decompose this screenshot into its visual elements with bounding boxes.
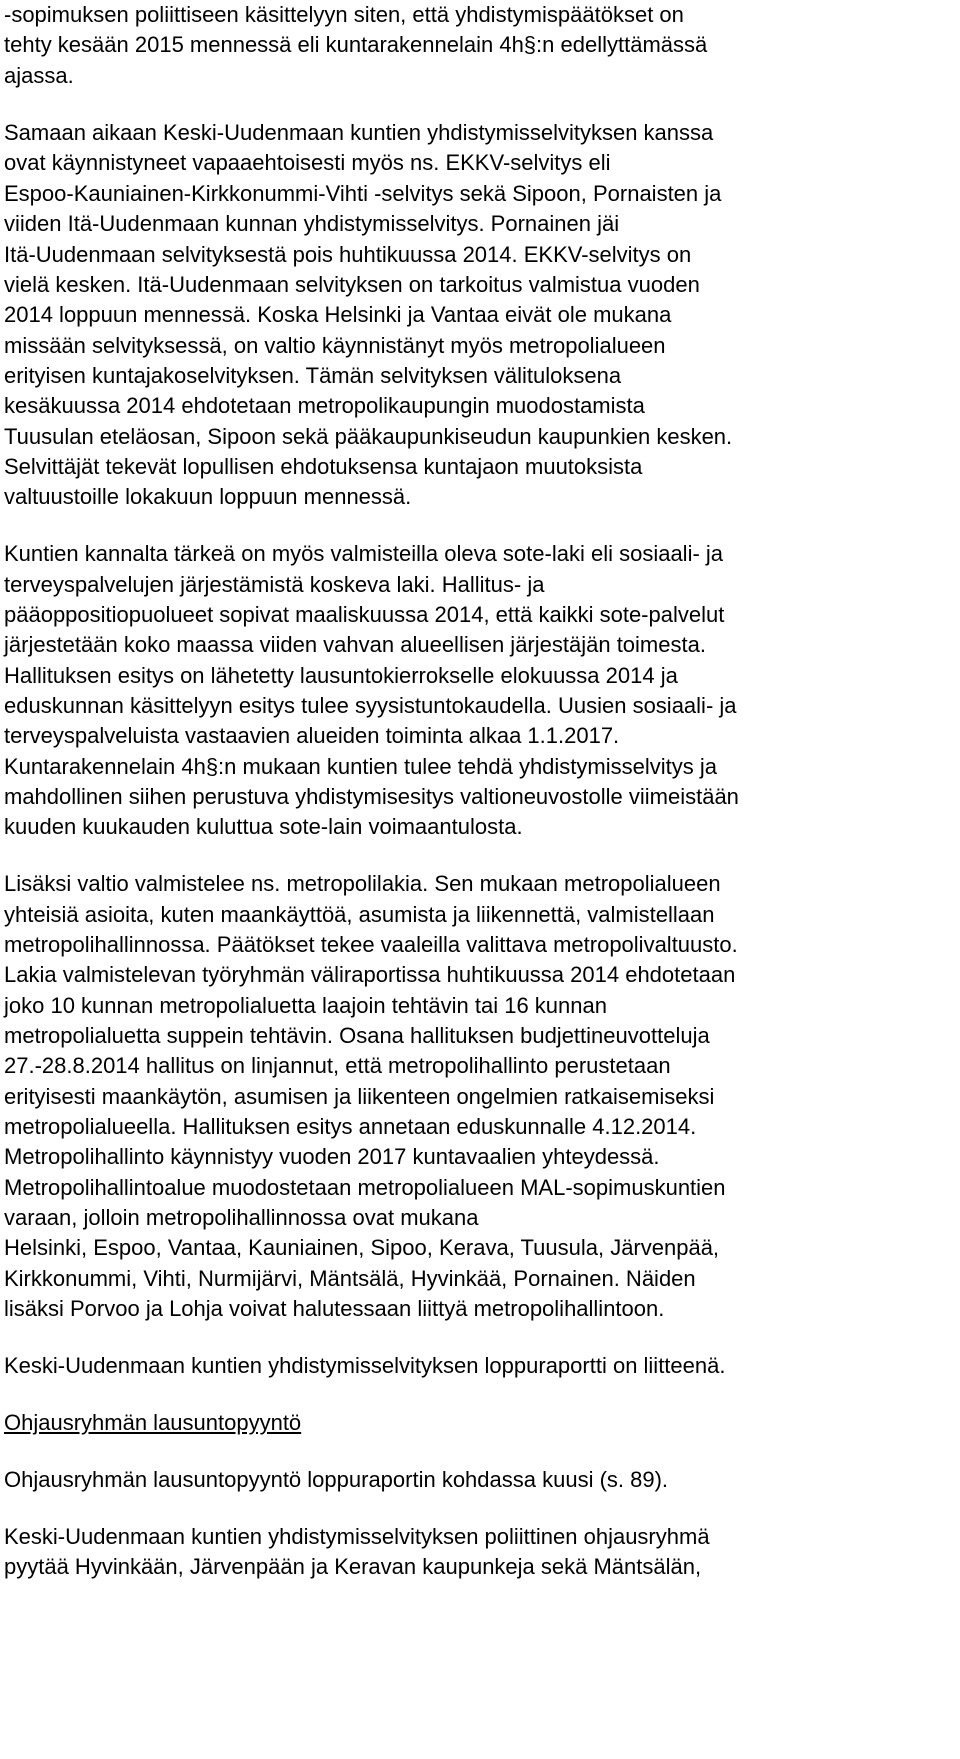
text-line: erityisesti maankäytön, asumisen ja liikenteen ongelmien ratkaisemiseksi bbox=[4, 1084, 715, 1109]
text-line: metropolialuetta suppein tehtävin. Osana hallituksen budjettineuvotteluja bbox=[4, 1023, 710, 1048]
text-line: 2014 loppuun mennessä. Koska Helsinki ja Vantaa eivät ole mukana bbox=[4, 302, 672, 327]
text-line: lisäksi Porvoo ja Lohja voivat halutessaan liittyä metropolihallintoon. bbox=[4, 1296, 665, 1321]
text-line: Tuusulan eteläosan, Sipoon sekä pääkaupunkiseudun kaupunkien kesken. bbox=[4, 424, 733, 449]
text-line: eduskunnan käsittelyyn esitys tulee syysistuntokaudella. Uusien sosiaali- ja bbox=[4, 693, 737, 718]
text-line: erityisen kuntajakoselvityksen. Tämän selvityksen välituloksena bbox=[4, 363, 622, 388]
text-line: terveyspalvelujen järjestämistä koskeva laki. Hallitus- ja bbox=[4, 572, 545, 597]
text-line: Itä-Uudenmaan selvityksestä pois huhtikuussa 2014. EKKV-selvitys on bbox=[4, 242, 692, 267]
text-line: pyytää Hyvinkään, Järvenpään ja Keravan kaupunkeja sekä Mäntsälän, bbox=[4, 1554, 702, 1579]
text-line: valtuustoille lokakuun loppuun mennessä. bbox=[4, 484, 412, 509]
text-line: Helsinki, Espoo, Vantaa, Kauniainen, Sipoo, Kerava, Tuusula, Järvenpää, bbox=[4, 1235, 720, 1260]
text-line: Lakia valmistelevan työryhmän väliraportissa huhtikuussa 2014 ehdotetaan bbox=[4, 962, 736, 987]
text-line: vielä kesken. Itä-Uudenmaan selvityksen on tarkoitus valmistua vuoden bbox=[4, 272, 700, 297]
text-line: Espoo-Kauniainen-Kirkkonummi-Vihti -selvitys sekä Sipoon, Pornaisten ja bbox=[4, 181, 722, 206]
text-line: joko 10 kunnan metropolialuetta laajoin tehtävin tai 16 kunnan bbox=[4, 993, 607, 1018]
text-line: metropolihallinnossa. Päätökset tekee vaaleilla valittava metropolivaltuusto. bbox=[4, 932, 738, 957]
text-line: missään selvityksessä, on valtio käynnistänyt myös metropolialueen bbox=[4, 333, 666, 358]
text-line: tehty kesään 2015 mennessä eli kuntarakennelain 4h§:n edellyttämässä bbox=[4, 32, 708, 57]
text-line: Kuntarakennelain 4h§:n mukaan kuntien tulee tehdä yhdistymisselvitys ja bbox=[4, 754, 717, 779]
text-line: järjestetään koko maassa viiden vahvan alueellisen järjestäjän toimesta. bbox=[4, 632, 706, 657]
text-line: varaan, jolloin metropolihallinnossa ovat mukana bbox=[4, 1205, 479, 1230]
text-line: 27.-28.8.2014 hallitus on linjannut, että metropolihallinto perustetaan bbox=[4, 1053, 671, 1078]
text-line: Kuntien kannalta tärkeä on myös valmisteilla oleva sote-laki eli sosiaali- ja bbox=[4, 541, 724, 566]
text-line: metropolialueella. Hallituksen esitys annetaan eduskunnalle 4.12.2014. bbox=[4, 1114, 697, 1139]
text-line: Keski-Uudenmaan kuntien yhdistymisselvityksen poliittinen ohjausryhmä bbox=[4, 1524, 710, 1549]
text-line: Samaan aikaan Keski-Uudenmaan kuntien yhdistymisselvityksen kanssa bbox=[4, 120, 714, 145]
text-line: viiden Itä-Uudenmaan kunnan yhdistymisselvitys. Pornainen jäi bbox=[4, 211, 620, 236]
text-line: kuuden kuukauden kuluttua sote-lain voimaantulosta. bbox=[4, 814, 523, 839]
text-line: terveyspalveluista vastaavien alueiden toiminta alkaa 1.1.2017. bbox=[4, 723, 620, 748]
text-line: Metropolihallintoalue muodostetaan metropolialueen MAL-sopimuskuntien bbox=[4, 1175, 726, 1200]
text-line: Metropolihallinto käynnistyy vuoden 2017 kuntavaalien yhteydessä. bbox=[4, 1144, 660, 1169]
text-line: pääoppositiopuolueet sopivat maaliskuussa 2014, että kaikki sote-palvelut bbox=[4, 602, 725, 627]
text-line: Kirkkonummi, Vihti, Nurmijärvi, Mäntsälä, Hyvinkää, Pornainen. Näiden bbox=[4, 1266, 696, 1291]
text-line: kesäkuussa 2014 ehdotetaan metropolikaupungin muodostamista bbox=[4, 393, 645, 418]
text-line: Selvittäjät tekevät lopullisen ehdotuksensa kuntajaon muutoksista bbox=[4, 454, 643, 479]
text-line: Hallituksen esitys on lähetetty lausuntokierrokselle elokuussa 2014 ja bbox=[4, 663, 678, 688]
text-line: ovat käynnistyneet vapaaehtoisesti myös ns. EKKV-selvitys eli bbox=[4, 150, 611, 175]
section-heading: Ohjausryhmän lausuntopyyntö bbox=[4, 1410, 302, 1435]
text-line: -sopimuksen poliittiseen käsittelyyn siten, että yhdistymispäätökset on bbox=[4, 2, 684, 27]
text-line: yhteisiä asioita, kuten maankäyttöä, asumista ja liikennettä, valmistellaan bbox=[4, 902, 715, 927]
text-line: Keski-Uudenmaan kuntien yhdistymisselvityksen loppuraportti on liitteenä. bbox=[4, 1353, 726, 1378]
text-line: ajassa. bbox=[4, 63, 74, 88]
text-line: mahdollinen siihen perustuva yhdistymisesitys valtioneuvostolle viimeistään bbox=[4, 784, 739, 809]
text-line: Ohjausryhmän lausuntopyyntö loppuraportin kohdassa kuusi (s. 89). bbox=[4, 1467, 669, 1492]
text-line: Lisäksi valtio valmistelee ns. metropolilakia. Sen mukaan metropolialueen bbox=[4, 871, 721, 896]
